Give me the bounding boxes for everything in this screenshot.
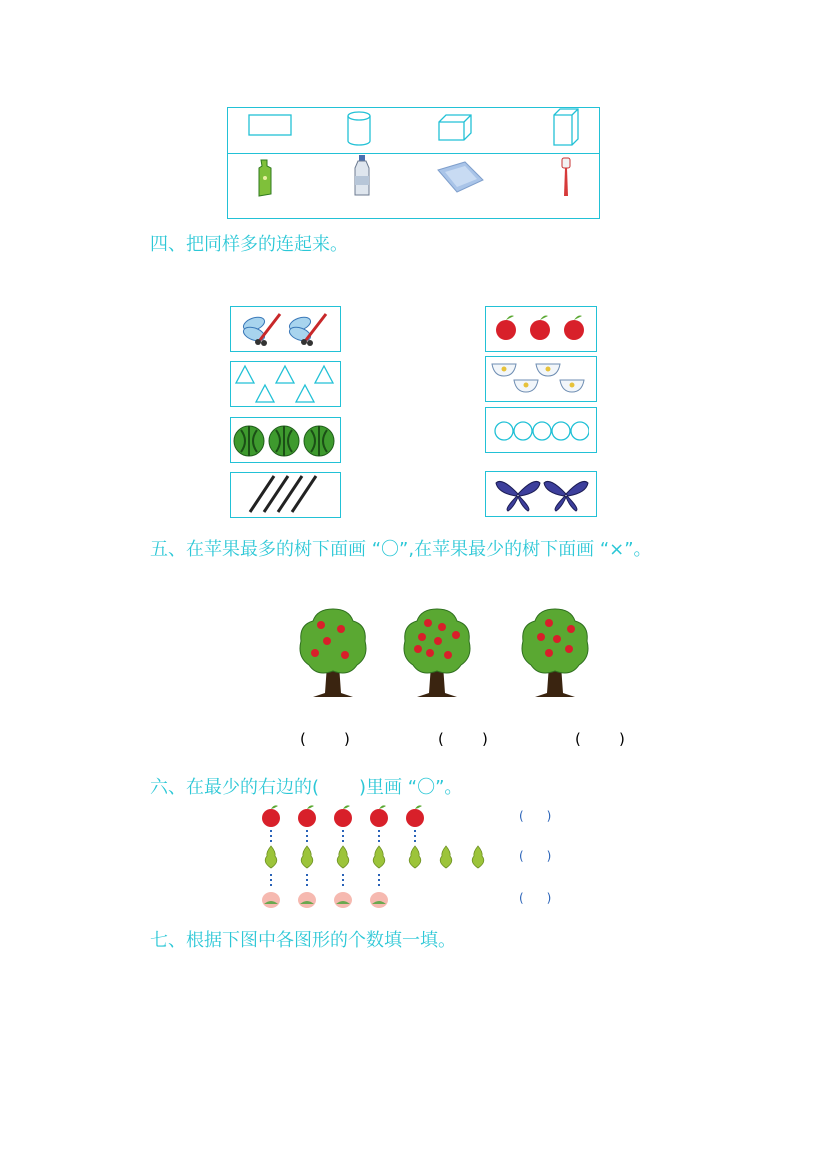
- apple-icon: [262, 805, 280, 827]
- pear-icon: [301, 846, 313, 868]
- section-6-heading-part1: 六、在最少的右边的(: [150, 777, 320, 798]
- toothbrush-icon: [558, 156, 574, 198]
- circle-shape: [552, 422, 570, 440]
- cylinder-shape-icon: [345, 110, 373, 148]
- answer-blank-tree-2[interactable]: ( ): [438, 730, 488, 748]
- pear-icon: [440, 846, 452, 868]
- triangle-shape: [296, 385, 314, 402]
- section-4-heading: 四、把同样多的连起来。: [150, 234, 348, 255]
- towel-icon: [435, 160, 485, 194]
- watermelons-group: [233, 422, 339, 460]
- triangle-shape: [276, 366, 294, 383]
- bowls-group: [488, 358, 594, 400]
- pear-icon: [373, 846, 385, 868]
- triangle-shape: [315, 366, 333, 383]
- pear-icon: [265, 846, 277, 868]
- peach-icon: [262, 892, 280, 908]
- answer-blank-tree-1[interactable]: ( ): [300, 730, 350, 748]
- dragonfly-icon: [240, 310, 284, 348]
- pencils-group: [244, 472, 324, 516]
- apples-group: [492, 313, 588, 343]
- circle-shape: [533, 422, 551, 440]
- circle-shape: [514, 422, 532, 440]
- answer-blank-peach-row[interactable]: ( ): [519, 891, 552, 905]
- section-7-heading: 七、根据下图中各图形的个数填一填。: [150, 930, 456, 951]
- pencil-icon: [278, 476, 302, 512]
- section-5-heading: 五、在苹果最多的树下面画 “〇”,在苹果最少的树下面画 “×”。: [150, 539, 652, 560]
- butterflies-group: [494, 475, 590, 513]
- apple-icon: [298, 805, 316, 827]
- circles-group: [493, 420, 589, 442]
- circle-shape: [571, 422, 589, 440]
- bottle-icon: [350, 154, 374, 198]
- pencil-icon: [292, 476, 316, 512]
- peach-icon: [334, 892, 352, 908]
- section-6-heading-part2: )里画 “〇”。: [359, 777, 463, 798]
- pear-row: [265, 846, 484, 868]
- rectangle-shape-icon: [248, 114, 292, 136]
- triangle-shape: [236, 366, 254, 383]
- triangles-group: [232, 363, 339, 405]
- apple-icon: [334, 805, 352, 827]
- apple-icon: [370, 805, 388, 827]
- cuboid-shape-icon: [438, 114, 472, 142]
- triangle-shape: [256, 385, 274, 402]
- circle-shape: [495, 422, 513, 440]
- apple-icon: [564, 316, 584, 341]
- peach-icon: [298, 892, 316, 908]
- apple-tree-icon: [400, 605, 474, 699]
- butterfly-icon: [496, 481, 540, 511]
- apple-row: [262, 805, 424, 827]
- butterfly-icon: [544, 481, 588, 511]
- apple-icon: [406, 805, 424, 827]
- pear-icon: [472, 846, 484, 868]
- peach-icon: [370, 892, 388, 908]
- apple-tree-icon: [519, 605, 591, 699]
- peach-row: [262, 892, 388, 908]
- cube-box-shape-icon: [553, 108, 579, 146]
- pear-icon: [337, 846, 349, 868]
- answer-blank-pear-row[interactable]: ( ): [519, 849, 552, 863]
- apple-icon: [530, 316, 550, 341]
- dragonfly-icon: [286, 310, 330, 348]
- table-divider: [228, 153, 599, 154]
- section-6-heading: [150, 773, 462, 799]
- pencil-icon: [250, 476, 274, 512]
- pencil-icon: [264, 476, 288, 512]
- answer-blank-apple-row[interactable]: ( ): [519, 809, 552, 823]
- apple-icon: [496, 316, 516, 341]
- apple-tree-icon: [297, 605, 369, 699]
- pear-icon: [409, 846, 421, 868]
- answer-blank-tree-3[interactable]: ( ): [575, 730, 625, 748]
- glue-stick-icon: [255, 158, 275, 198]
- fruit-comparison-rows: [256, 802, 496, 912]
